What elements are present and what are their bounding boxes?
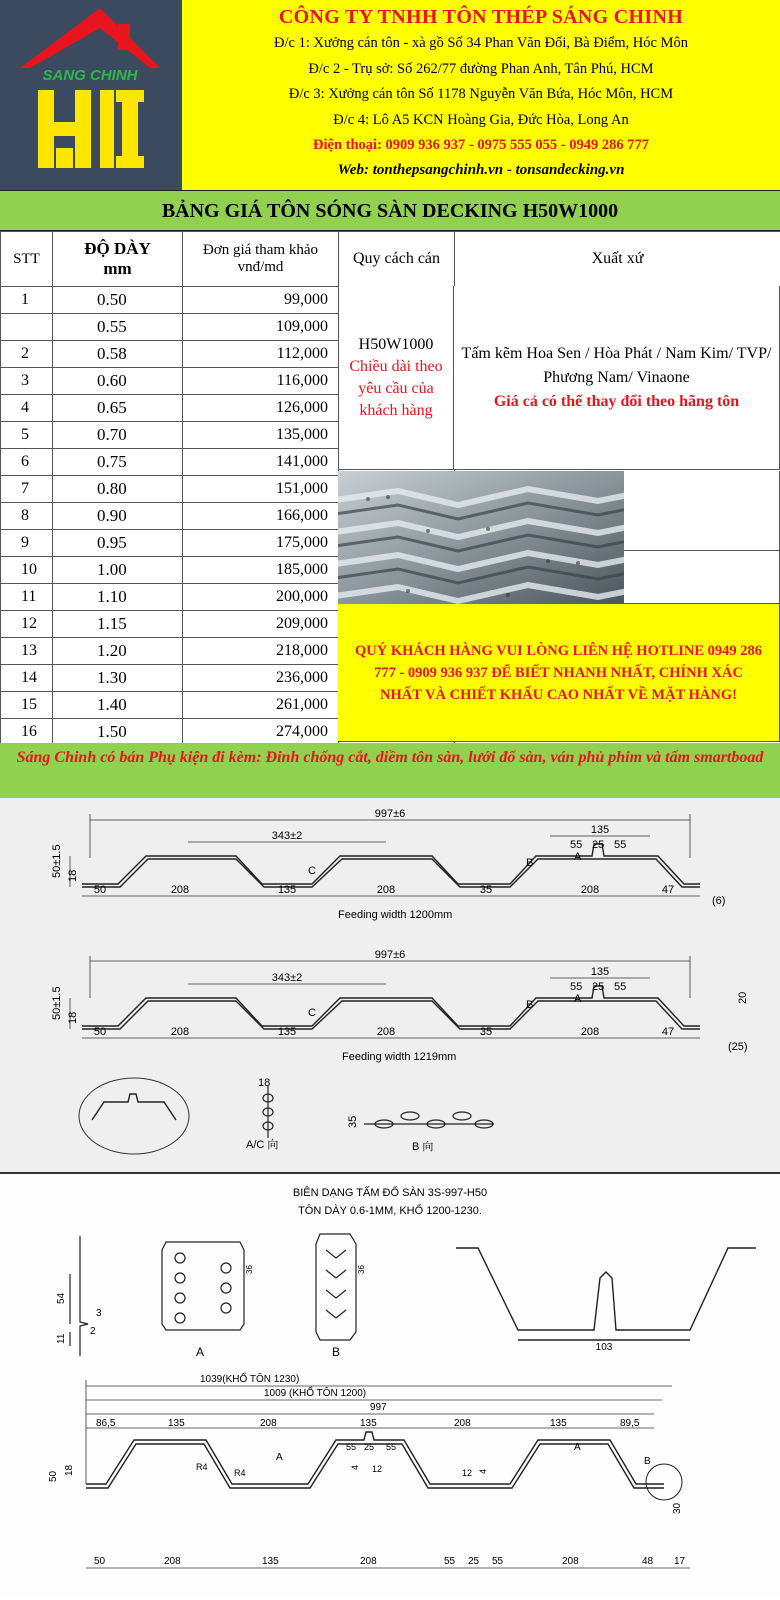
dim-h18-2: 18 bbox=[67, 1012, 79, 1024]
dim-rib-1a: 55 bbox=[570, 839, 582, 851]
row-stt: 2 bbox=[1, 341, 53, 368]
row-price: 126,000 bbox=[183, 395, 339, 422]
row-stt: 7 bbox=[1, 476, 53, 503]
row-price: 166,000 bbox=[183, 503, 339, 530]
dim-w208-2b: 208 bbox=[377, 1026, 395, 1038]
row-price: 274,000 bbox=[183, 719, 339, 746]
dim-top135-1: 135 bbox=[591, 824, 609, 836]
row-thickness: 1.10 bbox=[53, 584, 183, 611]
dim-w50-1: 50 bbox=[94, 884, 106, 896]
row-stt bbox=[1, 314, 53, 341]
header-spec: Quy cách cán bbox=[339, 232, 455, 287]
row-price: 116,000 bbox=[183, 368, 339, 395]
label-b-1: B bbox=[526, 857, 533, 869]
row-price: 218,000 bbox=[183, 638, 339, 665]
technical-drawing-2 bbox=[0, 1172, 780, 1595]
dim-pitch-1: 343±2 bbox=[272, 830, 303, 842]
header-origin: Xuất xứ bbox=[455, 232, 780, 287]
row-stt: 12 bbox=[1, 611, 53, 638]
dim-height-1: 50±1.5 bbox=[51, 844, 63, 878]
small-dim-54: 54 bbox=[56, 1292, 67, 1304]
price-table-title: BẢNG GIÁ TÔN SÓNG SÀN DECKING H50W1000 bbox=[0, 190, 780, 231]
hotline-box bbox=[338, 604, 780, 742]
dim-pitch-2: 343±2 bbox=[272, 972, 303, 984]
row-thickness: 0.75 bbox=[53, 449, 183, 476]
row-stt: 8 bbox=[1, 503, 53, 530]
row-stt: 3 bbox=[1, 368, 53, 395]
company-info bbox=[182, 0, 780, 190]
top-dim-2: 135 bbox=[168, 1418, 185, 1429]
panel-a-pitch: 36 bbox=[245, 1265, 254, 1274]
row-thickness: 1.15 bbox=[53, 611, 183, 638]
dim-h50: 50 bbox=[48, 1470, 59, 1482]
dim-h20: 20 bbox=[737, 992, 749, 1004]
top-dim-7: 89,5 bbox=[620, 1418, 640, 1429]
bottom-dim-3: 135 bbox=[262, 1556, 279, 1567]
company-name: CÔNG TY TNHH TÔN THÉP SÁNG CHINH bbox=[182, 6, 780, 29]
address-1: Đ/c 1: Xưởng cán tôn - xà gồ Số 34 Phan Văn Đối, Bà Điểm, Hóc Môn bbox=[182, 31, 780, 57]
logo-graphic bbox=[0, 0, 182, 190]
rib-h4: 4 bbox=[350, 1465, 360, 1470]
panel-b-pitch: 36 bbox=[357, 1265, 366, 1274]
row-price: 151,000 bbox=[183, 476, 339, 503]
row-price: 109,000 bbox=[183, 314, 339, 341]
feeding-width-2: Feeding width 1219mm bbox=[342, 1051, 456, 1063]
row-thickness: 0.55 bbox=[53, 314, 183, 341]
row-stt: 6 bbox=[1, 449, 53, 476]
row-stt: 1 bbox=[1, 287, 53, 314]
row-stt: 9 bbox=[1, 530, 53, 557]
radius-r4-b: R4 bbox=[234, 1468, 246, 1478]
profile-drawing-2 bbox=[0, 1174, 780, 1595]
dim-w35-1: 35 bbox=[480, 884, 492, 896]
rib-top-3: 55 bbox=[386, 1442, 396, 1452]
row-stt: 13 bbox=[1, 638, 53, 665]
dim-overall-2: 997±6 bbox=[375, 949, 406, 961]
row-price: 141,000 bbox=[183, 449, 339, 476]
small-dim-11: 11 bbox=[56, 1333, 67, 1344]
row-thickness: 1.50 bbox=[53, 719, 183, 746]
origin-text: Tấm kẽm Hoa Sen / Hòa Phát / Nam Kim/ TVP/ Phương Nam/ Vinaone bbox=[460, 342, 773, 390]
header-thickness-unit: mm bbox=[53, 259, 182, 279]
row-stt: 14 bbox=[1, 665, 53, 692]
top-dim-1: 86,5 bbox=[96, 1418, 116, 1429]
label-c-2: C bbox=[308, 1007, 316, 1019]
end-mark-1: (6) bbox=[712, 895, 725, 907]
dim-h12-b: 12 bbox=[462, 1468, 472, 1478]
row-thickness: 0.70 bbox=[53, 422, 183, 449]
row-thickness: 0.58 bbox=[53, 341, 183, 368]
row-thickness: 1.20 bbox=[53, 638, 183, 665]
row-stt: 15 bbox=[1, 692, 53, 719]
address-2: Đ/c 2 - Trụ sở: Số 262/77 đường Phan Anh, Tân Phú, HCM bbox=[182, 57, 780, 83]
row-thickness: 0.50 bbox=[53, 287, 183, 314]
header-thickness-label: ĐỘ DÀY bbox=[53, 239, 182, 259]
rib-top-1: 55 bbox=[346, 1442, 356, 1452]
top-dim-5: 208 bbox=[454, 1418, 471, 1429]
radius-r4-a: R4 bbox=[196, 1462, 208, 1472]
dim-rib-2c: 55 bbox=[614, 981, 626, 993]
marker-a-1: A bbox=[276, 1452, 283, 1463]
bottom-dim-6: 25 bbox=[468, 1556, 480, 1567]
row-stt: 5 bbox=[1, 422, 53, 449]
section-w103: 103 bbox=[596, 1342, 613, 1353]
row-price: 261,000 bbox=[183, 692, 339, 719]
top-dim-6: 135 bbox=[550, 1418, 567, 1429]
detail-a-18: 18 bbox=[258, 1077, 270, 1089]
dim-w208-1b: 208 bbox=[377, 884, 395, 896]
dim-997: 997 bbox=[370, 1402, 387, 1413]
panel-b-label: B bbox=[332, 1345, 340, 1359]
bottom-dim-4: 208 bbox=[360, 1556, 377, 1567]
row-price: 236,000 bbox=[183, 665, 339, 692]
row-thickness: 0.60 bbox=[53, 368, 183, 395]
bottom-dim-9: 48 bbox=[642, 1556, 654, 1567]
product-photo bbox=[338, 471, 624, 604]
dim-1009: 1009 (KHỔ TÔN 1200) bbox=[264, 1386, 366, 1399]
row-thickness: 1.30 bbox=[53, 665, 183, 692]
address-3: Đ/c 3: Xưởng cán tôn Số 1178 Nguyễn Văn Bứa, Hóc Môn, HCM bbox=[182, 82, 780, 108]
bottom-dim-10: 17 bbox=[674, 1556, 686, 1567]
row-price: 185,000 bbox=[183, 557, 339, 584]
bottom-dim-8: 208 bbox=[562, 1556, 579, 1567]
origin-cell bbox=[454, 286, 780, 470]
dim-w208-1a: 208 bbox=[171, 884, 189, 896]
dim-rib-2b: 25 bbox=[592, 981, 604, 993]
hotline-text: QUÝ KHÁCH HÀNG VUI LÒNG LIÊN HỆ HOTLINE 0949 286 777 - 0909 936 937 ĐỂ BIẾT NHANH NHẤT, CHÍNH XÁC NHẤT VÀ CHIẾT KHẤU CAO NHẤT VỀ MẶT HÀNG! bbox=[352, 640, 765, 706]
top-dim-3: 208 bbox=[260, 1418, 277, 1429]
row-thickness: 0.95 bbox=[53, 530, 183, 557]
detail-b-35: 35 bbox=[347, 1116, 359, 1128]
dim-h18-1: 18 bbox=[67, 870, 79, 882]
empty-cell bbox=[624, 551, 780, 604]
small-dim-3: 3 bbox=[96, 1308, 102, 1319]
deck-sheet-image bbox=[338, 471, 624, 604]
row-thickness: 0.80 bbox=[53, 476, 183, 503]
dim-w208-2c: 208 bbox=[581, 1026, 599, 1038]
website: Web: tonthepsangchinh.vn - tonsandecking.vn bbox=[182, 158, 780, 183]
phone-numbers: Điện thoại: 0909 936 937 - 0975 555 055 - 0949 286 777 bbox=[182, 133, 780, 158]
spec-cell bbox=[338, 286, 454, 470]
dim-height-2: 50±1.5 bbox=[51, 986, 63, 1020]
row-price: 175,000 bbox=[183, 530, 339, 557]
row-price: 99,000 bbox=[183, 287, 339, 314]
row-thickness: 1.00 bbox=[53, 557, 183, 584]
row-stt: 10 bbox=[1, 557, 53, 584]
rib-top-2: 25 bbox=[364, 1442, 374, 1452]
origin-note: Giá cả có thể thay đổi theo hãng tôn bbox=[494, 390, 739, 414]
address-4: Đ/c 4: Lô A5 KCN Hoàng Gia, Đức Hòa, Long An bbox=[182, 108, 780, 134]
end-mark-2: (25) bbox=[728, 1041, 748, 1053]
dim-h30: 30 bbox=[672, 1502, 683, 1514]
dim-w47-2: 47 bbox=[662, 1026, 674, 1038]
dim-rib-2a: 55 bbox=[570, 981, 582, 993]
header-stt: STT bbox=[1, 232, 53, 287]
row-thickness: 1.40 bbox=[53, 692, 183, 719]
label-a-1: A bbox=[574, 851, 582, 863]
header-thickness bbox=[53, 232, 183, 287]
dim-w135-1: 135 bbox=[278, 884, 296, 896]
accessories-notice: Sáng Chinh có bán Phụ kiện đi kèm: Đinh chống cắt, diềm tôn sàn, lưới đổ sàn, ván phủ phim và tấm smartboad bbox=[0, 743, 780, 798]
row-stt: 4 bbox=[1, 395, 53, 422]
dim-h4-b: 4 bbox=[478, 1469, 488, 1474]
dim-rib-1b: 25 bbox=[592, 839, 604, 851]
dim-w50-2: 50 bbox=[94, 1026, 106, 1038]
logo-text: SANG CHINH bbox=[42, 67, 138, 84]
dim-w35-2: 35 bbox=[480, 1026, 492, 1038]
dim-w208-2a: 208 bbox=[171, 1026, 189, 1038]
panel-a-label: A bbox=[196, 1345, 204, 1359]
header-price-unit: vnđ/md bbox=[183, 259, 338, 276]
empty-cell bbox=[624, 471, 780, 551]
spec-note: Chiều dài theo yêu cầu của khách hàng bbox=[343, 356, 449, 422]
header-price-label: Đơn giá tham khảo bbox=[183, 242, 338, 259]
detail-ac-label: A/C 向 bbox=[246, 1137, 278, 1151]
row-thickness: 0.65 bbox=[53, 395, 183, 422]
rib-h12: 12 bbox=[372, 1464, 382, 1474]
dim-w47-1: 47 bbox=[662, 884, 674, 896]
row-price: 112,000 bbox=[183, 341, 339, 368]
dim-overall-1: 997±6 bbox=[375, 808, 406, 820]
dim-1039: 1039(KHỔ TÔN 1230) bbox=[200, 1372, 299, 1385]
company-logo bbox=[0, 0, 182, 190]
dim-h18-main: 18 bbox=[64, 1464, 75, 1476]
feeding-width-1: Feeding width 1200mm bbox=[338, 909, 452, 921]
marker-b: B bbox=[644, 1456, 651, 1467]
detail-b-label: B 向 bbox=[412, 1139, 433, 1153]
dim-top135-2: 135 bbox=[591, 966, 609, 978]
table-header bbox=[1, 232, 780, 287]
drawing2-title-2: TÔN DÀY 0.6-1MM, KHỔ 1200-1230. bbox=[298, 1204, 482, 1217]
marker-a-2: A bbox=[574, 1442, 581, 1453]
row-price: 135,000 bbox=[183, 422, 339, 449]
small-dim-2: 2 bbox=[90, 1326, 96, 1337]
profile-drawing-1 bbox=[0, 798, 780, 1172]
label-c-1: C bbox=[308, 865, 316, 877]
label-a-2: A bbox=[574, 993, 582, 1005]
top-dim-4: 135 bbox=[360, 1418, 377, 1429]
row-price: 200,000 bbox=[183, 584, 339, 611]
bottom-dim-5: 55 bbox=[444, 1556, 456, 1567]
row-thickness: 0.90 bbox=[53, 503, 183, 530]
bottom-dim-7: 55 bbox=[492, 1556, 504, 1567]
spec-code: H50W1000 bbox=[359, 334, 434, 356]
technical-drawing-1 bbox=[0, 798, 780, 1172]
dim-rib-1c: 55 bbox=[614, 839, 626, 851]
drawing2-title-1: BIÊN DẠNG TẤM ĐỔ SÀN 3S-997-H50 bbox=[293, 1186, 487, 1199]
dim-w208-1c: 208 bbox=[581, 884, 599, 896]
row-stt: 11 bbox=[1, 584, 53, 611]
header-price bbox=[183, 232, 339, 287]
dim-w135-2: 135 bbox=[278, 1026, 296, 1038]
label-b-2: B bbox=[526, 999, 533, 1011]
bottom-dim-2: 208 bbox=[164, 1556, 181, 1567]
row-price: 209,000 bbox=[183, 611, 339, 638]
row-stt: 16 bbox=[1, 719, 53, 746]
bottom-dim-1: 50 bbox=[94, 1556, 106, 1567]
